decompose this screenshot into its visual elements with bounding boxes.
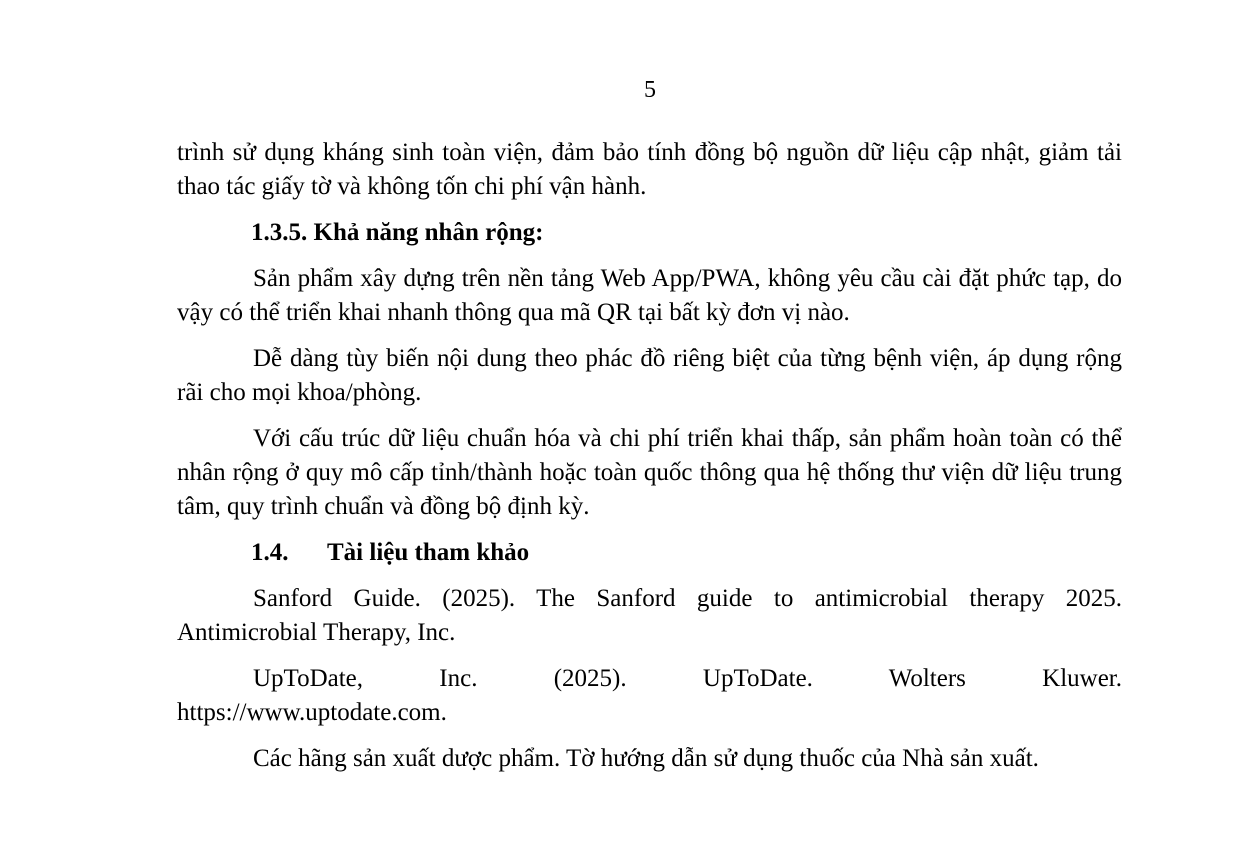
section-heading-text: 1.3.5. Khả năng nhân rộng: [251, 219, 544, 246]
page-body [177, 136, 1122, 788]
page-number: 5 [644, 77, 656, 103]
paragraph-scalability: Với cấu trúc dữ liệu chuẩn hóa và chi phí triển khai thấp, sản phẩm hoàn toàn có thể nhân rộng ở quy mô cấp tỉnh/thành hoặc toàn quốc thông qua hệ thống thư viện dữ liệu trung tâm, quy trình chuẩn và đồng bộ định kỳ. [177, 425, 1122, 520]
paragraph-customization: Dễ dàng tùy biến nội dung theo phác đồ riêng biệt của từng bệnh viện, áp dụng rộng rãi cho mọi khoa/phòng. [177, 345, 1122, 406]
paragraph-continuation: trình sử dụng kháng sinh toàn viện, đảm bảo tính đồng bộ nguồn dữ liệu cập nhật, giảm tải thao tác giấy tờ và không tốn chi phí vận hành. [177, 139, 1122, 200]
section-heading-1-3-5 [177, 216, 1122, 250]
reference-manufacturers: Các hãng sản xuất dược phẩm. Tờ hướng dẫn sử dụng thuốc của Nhà sản xuất. [253, 745, 1039, 772]
section-number: 1.4. [251, 539, 289, 566]
section-title: Tài liệu tham khảo [327, 539, 530, 566]
section-heading-1-4 [177, 536, 1122, 570]
reference-uptodate-text: UpToDate, Inc. (2025). UpToDate. Wolters Kluwer. [253, 665, 1122, 692]
reference-sanford: Sanford Guide. (2025). The Sanford guide to antimicrobial therapy 2025. Antimicrobial Therapy, Inc. [177, 585, 1122, 646]
paragraph-webapp-pwa: Sản phẩm xây dựng trên nền tảng Web App/PWA, không yêu cầu cài đặt phức tạp, do vậy có thể triển khai nhanh thông qua mã QR tại bất kỳ đơn vị nào. [177, 265, 1122, 326]
reference-uptodate-url: https://www.uptodate.com. [177, 699, 447, 726]
reference-uptodate [177, 662, 1122, 730]
